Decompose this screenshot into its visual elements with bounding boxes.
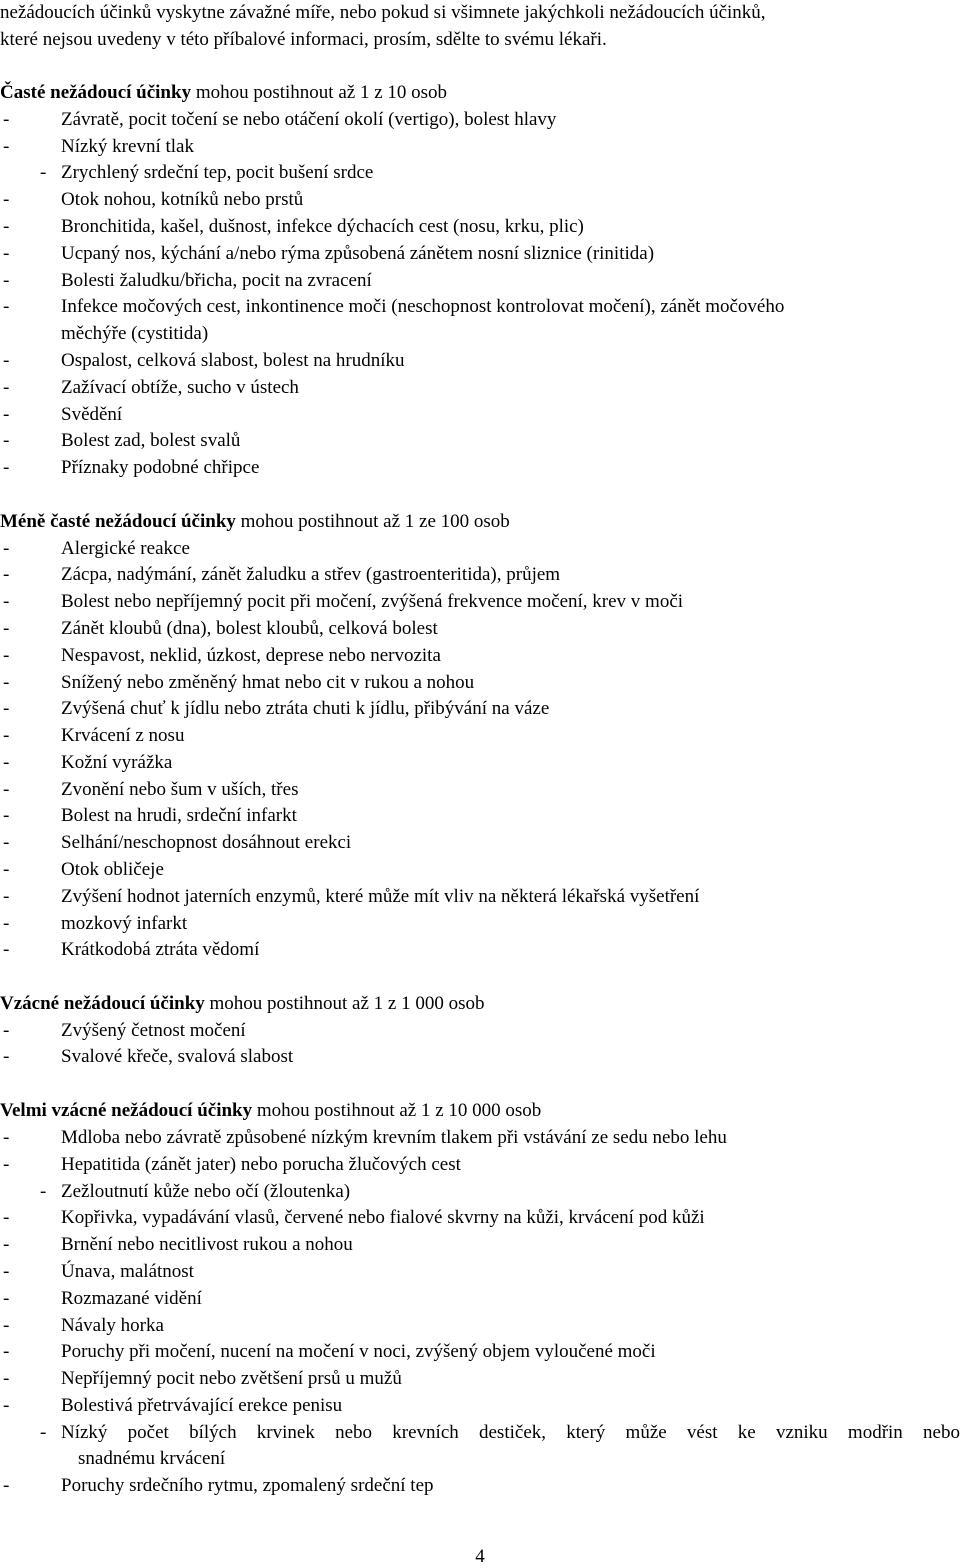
list-item xyxy=(0,1044,960,1071)
list-item xyxy=(0,1232,960,1259)
item-text: Zvýšení hodnot jaterních enzymů, které může mít vliv na některá lékařská vyšetření xyxy=(61,886,700,907)
item-text: Hepatitida (zánět jater) nebo porucha žlučových cest xyxy=(61,1154,461,1175)
bullet-dash: - xyxy=(3,725,10,746)
list-item xyxy=(0,536,960,563)
list-item xyxy=(0,723,960,750)
list-item xyxy=(0,1259,960,1286)
bullet-dash: - xyxy=(3,1288,10,1309)
item-text: Ospalost, celková slabost, bolest na hrudníku xyxy=(61,350,405,371)
page-number: 4 xyxy=(475,1546,485,1567)
list-item xyxy=(0,589,960,616)
item-text: Rozmazané vidění xyxy=(61,1288,202,1309)
bullet-dash: - xyxy=(40,1181,47,1202)
list-item xyxy=(0,1152,960,1179)
list-item xyxy=(0,884,960,911)
item-text: Krvácení z nosu xyxy=(61,725,185,746)
bullet-dash: - xyxy=(3,430,10,451)
item-text: měchýře (cystitida) xyxy=(61,323,209,344)
bullet-dash: - xyxy=(3,1475,10,1496)
bullet-dash: - xyxy=(3,805,10,826)
item-text: Bolest na hrudi, srdeční infarkt xyxy=(61,805,297,826)
bullet-dash: - xyxy=(3,591,10,612)
section-heading-rare xyxy=(0,991,960,1018)
list-item xyxy=(0,1393,960,1420)
list-item xyxy=(0,750,960,777)
bullet-dash: - xyxy=(3,216,10,237)
item-text: Nespavost, neklid, úzkost, deprese nebo nervozita xyxy=(61,645,441,666)
list-item xyxy=(0,1420,960,1447)
item-text: Otok obličeje xyxy=(61,859,164,880)
item-text: Zánět kloubů (dna), bolest kloubů, celková bolest xyxy=(61,618,438,639)
bullet-dash: - xyxy=(3,618,10,639)
bullet-dash: - xyxy=(3,564,10,585)
bullet-dash: - xyxy=(3,886,10,907)
item-text: Mdloba nebo závratě způsobené nízkým krevním tlakem při vstávání ze sedu nebo lehu xyxy=(61,1127,727,1148)
item-text: mozkový infarkt xyxy=(61,913,188,934)
list-item xyxy=(0,1339,960,1366)
list-item xyxy=(0,214,960,241)
list-item xyxy=(0,1473,960,1500)
bullet-dash: - xyxy=(3,698,10,719)
bullet-dash: - xyxy=(3,404,10,425)
list-item xyxy=(0,643,960,670)
bullet-dash: - xyxy=(3,296,10,317)
list-item xyxy=(0,294,960,321)
item-text: Brnění nebo necitlivost rukou a nohou xyxy=(61,1234,353,1255)
item-text: Poruchy při močení, nucení na močení v noci, zvýšený objem vyloučené moči xyxy=(61,1341,656,1362)
item-text: Svědění xyxy=(61,404,123,425)
bullet-dash: - xyxy=(3,832,10,853)
list-item xyxy=(0,348,960,375)
intro-text-1: nežádoucích účinků vyskytne závažné míře, nebo pokud si všimnete jakýchkoli nežádoucích účinků, xyxy=(0,2,766,23)
item-text: Ucpaný nos, kýchání a/nebo rýma způsobená zánětem nosní sliznice (rinitida) xyxy=(61,243,655,264)
intro-line-1 xyxy=(0,0,960,27)
bullet-dash: - xyxy=(3,779,10,800)
bullet-dash: - xyxy=(3,1395,10,1416)
list-item xyxy=(0,937,960,964)
item-text: Krátkodobá ztráta vědomí xyxy=(61,939,260,960)
item-text: Selhání/neschopnost dosáhnout erekci xyxy=(61,832,352,853)
list-item xyxy=(0,857,960,884)
bullet-dash: - xyxy=(3,1207,10,1228)
intro-line-2 xyxy=(0,27,960,54)
bullet-dash: - xyxy=(3,538,10,559)
list-item xyxy=(0,803,960,830)
item-text: Otok nohou, kotníků nebo prstů xyxy=(61,189,304,210)
bullet-dash: - xyxy=(3,350,10,371)
item-text: Zvýšená chuť k jídlu nebo ztráta chuti k jídlu, přibývání na váze xyxy=(61,698,550,719)
list-item xyxy=(0,1125,960,1152)
item-text: Kopřivka, vypadávání vlasů, červené nebo fialové skvrny na kůži, krvácení pod kůži xyxy=(61,1207,705,1228)
list-item xyxy=(0,187,960,214)
list-item xyxy=(0,777,960,804)
list-item xyxy=(0,1366,960,1393)
bullet-dash: - xyxy=(3,377,10,398)
section-heading-very-rare xyxy=(0,1098,960,1125)
list-item xyxy=(0,1205,960,1232)
list-item xyxy=(0,670,960,697)
item-text: Zvonění nebo šum v uších, třes xyxy=(61,779,299,800)
item-text: Alergické reakce xyxy=(61,538,190,559)
item-text: Bronchitida, kašel, dušnost, infekce dýchacích cest (nosu, krku, plic) xyxy=(61,216,584,237)
list-item xyxy=(0,134,960,161)
heading-frequency: mohou postihnout až 1 z 1 000 osob xyxy=(204,993,485,1014)
bullet-dash: - xyxy=(3,939,10,960)
list-item xyxy=(0,911,960,938)
bullet-dash: - xyxy=(3,1127,10,1148)
heading-title: Velmi vzácné nežádoucí účinky xyxy=(0,1100,253,1121)
list-item xyxy=(0,1179,960,1206)
list-item xyxy=(0,268,960,295)
bullet-dash: - xyxy=(3,136,10,157)
list-item xyxy=(0,241,960,268)
heading-title: Časté nežádoucí účinky xyxy=(0,82,192,103)
bullet-dash: - xyxy=(3,1368,10,1389)
item-text: Bolest zad, bolest svalů xyxy=(61,430,241,451)
item-text: Příznaky podobné chřipce xyxy=(61,457,260,478)
item-text: Zažívací obtíže, sucho v ústech xyxy=(61,377,299,398)
list-item xyxy=(0,616,960,643)
item-text: Bolesti žaludku/břicha, pocit na zvracení xyxy=(61,270,372,291)
bullet-dash: - xyxy=(3,1020,10,1041)
list-item xyxy=(0,1313,960,1340)
item-text: Únava, malátnost xyxy=(61,1261,194,1282)
item-text: Bolest nebo nepříjemný pocit při močení, zvýšená frekvence močení, krev v moči xyxy=(61,591,684,612)
item-text: Bolestivá přetrvávající erekce penisu xyxy=(61,1395,343,1416)
list-item xyxy=(0,562,960,589)
item-text: Zežloutnutí kůže nebo očí (žloutenka) xyxy=(61,1181,351,1202)
bullet-dash: - xyxy=(3,752,10,773)
bullet-dash: - xyxy=(3,457,10,478)
list-item xyxy=(0,107,960,134)
bullet-dash: - xyxy=(3,1234,10,1255)
item-text: Nízký krevní tlak xyxy=(61,136,194,157)
item-text: snadnému krvácení xyxy=(78,1448,226,1469)
bullet-dash: - xyxy=(3,189,10,210)
item-text: Nízký počet bílých krvinek nebo krevních destiček, který může vést ke vzniku modřin nebo xyxy=(61,1422,960,1443)
intro-text-2: které nejsou uvedeny v této příbalové informaci, prosím, sdělte to svému lékaři. xyxy=(0,29,607,50)
bullet-dash: - xyxy=(40,1422,47,1443)
list-item xyxy=(0,1286,960,1313)
item-text: Zácpa, nadýmání, zánět žaludku a střev (gastroenteritida), průjem xyxy=(61,564,561,585)
list-item xyxy=(0,696,960,723)
list-item xyxy=(0,428,960,455)
list-item xyxy=(0,1018,960,1045)
heading-title: Vzácné nežádoucí účinky xyxy=(0,993,205,1014)
bullet-dash: - xyxy=(3,645,10,666)
heading-frequency: mohou postihnout až 1 z 10 osob xyxy=(191,82,448,103)
list-item xyxy=(0,160,960,187)
bullet-dash: - xyxy=(40,162,47,183)
section-heading-uncommon xyxy=(0,509,960,536)
list-item xyxy=(0,375,960,402)
bullet-dash: - xyxy=(3,913,10,934)
list-item xyxy=(0,455,960,482)
bullet-dash: - xyxy=(3,1341,10,1362)
bullet-dash: - xyxy=(3,859,10,880)
item-text: Poruchy srdečního rytmu, zpomalený srdeční tep xyxy=(61,1475,434,1496)
list-item xyxy=(0,402,960,429)
bullet-dash: - xyxy=(3,672,10,693)
item-text: Návaly horka xyxy=(61,1315,164,1336)
list-item-continuation xyxy=(0,1446,960,1473)
item-text: Infekce močových cest, inkontinence moči (neschopnost kontrolovat močení), zánět močového xyxy=(61,296,785,317)
bullet-dash: - xyxy=(3,109,10,130)
list-item-continuation xyxy=(0,321,960,348)
item-text: Snížený nebo změněný hmat nebo cit v rukou a nohou xyxy=(61,672,475,693)
section-heading-common xyxy=(0,80,960,107)
bullet-dash: - xyxy=(3,1261,10,1282)
item-text: Kožní vyrážka xyxy=(61,752,173,773)
bullet-dash: - xyxy=(3,1154,10,1175)
bullet-dash: - xyxy=(3,1315,10,1336)
bullet-dash: - xyxy=(3,270,10,291)
item-text: Nepříjemný pocit nebo zvětšení prsů u mužů xyxy=(61,1368,402,1389)
heading-title: Méně časté nežádoucí účinky xyxy=(0,511,236,532)
item-text: Zrychlený srdeční tep, pocit bušení srdce xyxy=(61,162,374,183)
heading-frequency: mohou postihnout až 1 z 10 000 osob xyxy=(252,1100,542,1121)
bullet-dash: - xyxy=(3,243,10,264)
item-text: Zvýšený četnost močení xyxy=(61,1020,246,1041)
item-text: Svalové křeče, svalová slabost xyxy=(61,1046,294,1067)
item-text: Závratě, pocit točení se nebo otáčení okolí (vertigo), bolest hlavy xyxy=(61,109,557,130)
bullet-dash: - xyxy=(3,1046,10,1067)
list-item xyxy=(0,830,960,857)
heading-frequency: mohou postihnout až 1 ze 100 osob xyxy=(235,511,510,532)
